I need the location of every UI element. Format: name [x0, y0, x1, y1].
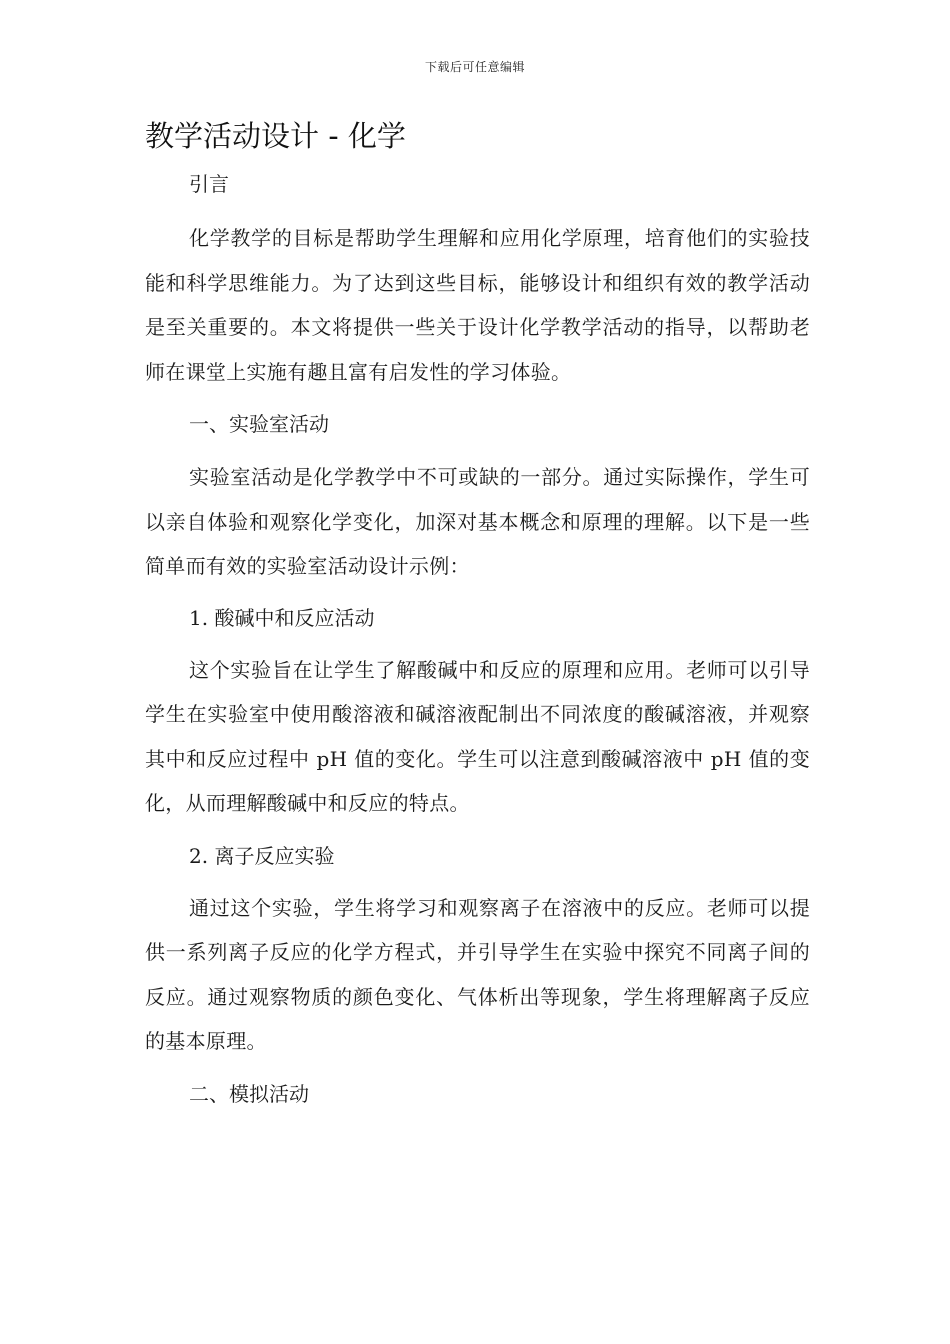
document-title: 教学活动设计 - 化学 [145, 119, 406, 153]
section-1-paragraph: 实验室活动是化学教学中不可或缺的一部分。通过实际操作，学生可以亲自体验和观察化学变化，加深对基本概念和原理的理解。以下是一些简单而有效的实验室活动设计示例： [145, 465, 810, 578]
document-body [145, 166, 810, 1112]
header-note: 下载后可任意编辑 [424, 60, 525, 74]
subsection-2-paragraph: 通过这个实验，学生将学习和观察离子在溶液中的反应。老师可以提供一系列离子反应的化学方程式，并引导学生在实验中探究不同离子间的反应。通过观察物质的颜色变化、气体析出等现象，学生将理解离子反应的基本原理。 [145, 895, 810, 1053]
intro-paragraph: 化学教学的目标是帮助学生理解和应用化学原理，培育他们的实验技能和科学思维能力。为了达到这些目标，能够设计和组织有效的教学活动是至关重要的。本文将提供一些关于设计化学教学活动的指导，以帮助老师在课堂上实施有趣且富有启发性的学习体验。 [145, 226, 810, 384]
section-2-heading: 二、模拟活动 [189, 1081, 309, 1106]
subsection-2-heading: 2. 离子反应实验 [189, 843, 335, 868]
section-1-heading: 一、实验室活动 [189, 412, 329, 436]
intro-heading: 引言 [189, 172, 229, 196]
subsection-1-paragraph: 这个实验旨在让学生了解酸碱中和反应的原理和应用。老师可以引导学生在实验室中使用酸溶液和碱溶液配制出不同浓度的酸碱溶液，并观察其中和反应过程中 pH 值的变化。学生可以注意到酸碱溶液中 pH 值的变化，从而理解酸碱中和反应的特点。 [145, 657, 810, 815]
subsection-1-heading: 1. 酸碱中和反应活动 [189, 605, 375, 630]
